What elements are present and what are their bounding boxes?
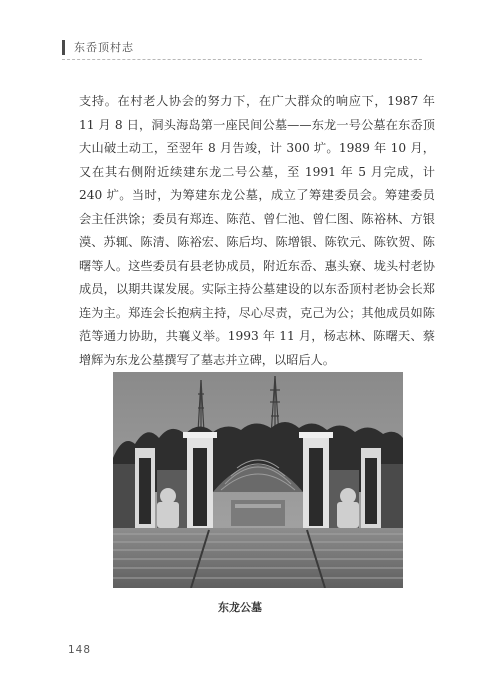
header-divider bbox=[62, 59, 422, 60]
header-title: 东岙顶村志 bbox=[74, 41, 134, 54]
header-accent-bar bbox=[62, 40, 65, 55]
page-number: 148 bbox=[68, 644, 92, 656]
body-paragraph: 支持。在村老人协会的努力下，在广大群众的响应下，1987 年 11 月 8 日，洞头海岛第一座民间公墓——东龙一号公墓在东岙顶大山破土动工，至翌年 8 月告竣，计 300 圹。1989 年 10 月，又在其右侧附近续建东龙二号公墓，至 1991 年 5 月完成，计 240 圹。当时，为筹建东龙公墓，成立了筹建委员会。筹建委员会主任洪馀；委员有郑连、陈范、曾仁池、曾仁图、陈裕林、方银漠、苏辄、陈清、陈裕宏、陈后均、陈增银、陈钦元、陈钦贺、陈曙等人。这些委员有县老协成员，附近东岙、惠头寮、垅头村老协成员，以期共谋发展。实际主持公墓建设的以东岙顶村老协会长郑连为主。郑连会长抱病主持，尽心尽责，克己为公；其他成员如陈范等通力协助，共襄义举。1993 年 11 月，杨志林、陈曙天、蔡增辉为东龙公墓撰写了墓志并立碑，以昭后人。 bbox=[79, 94, 435, 367]
cemetery-photo bbox=[113, 372, 403, 588]
figure-caption: 东龙公墓 bbox=[218, 601, 262, 614]
running-header bbox=[62, 38, 134, 56]
